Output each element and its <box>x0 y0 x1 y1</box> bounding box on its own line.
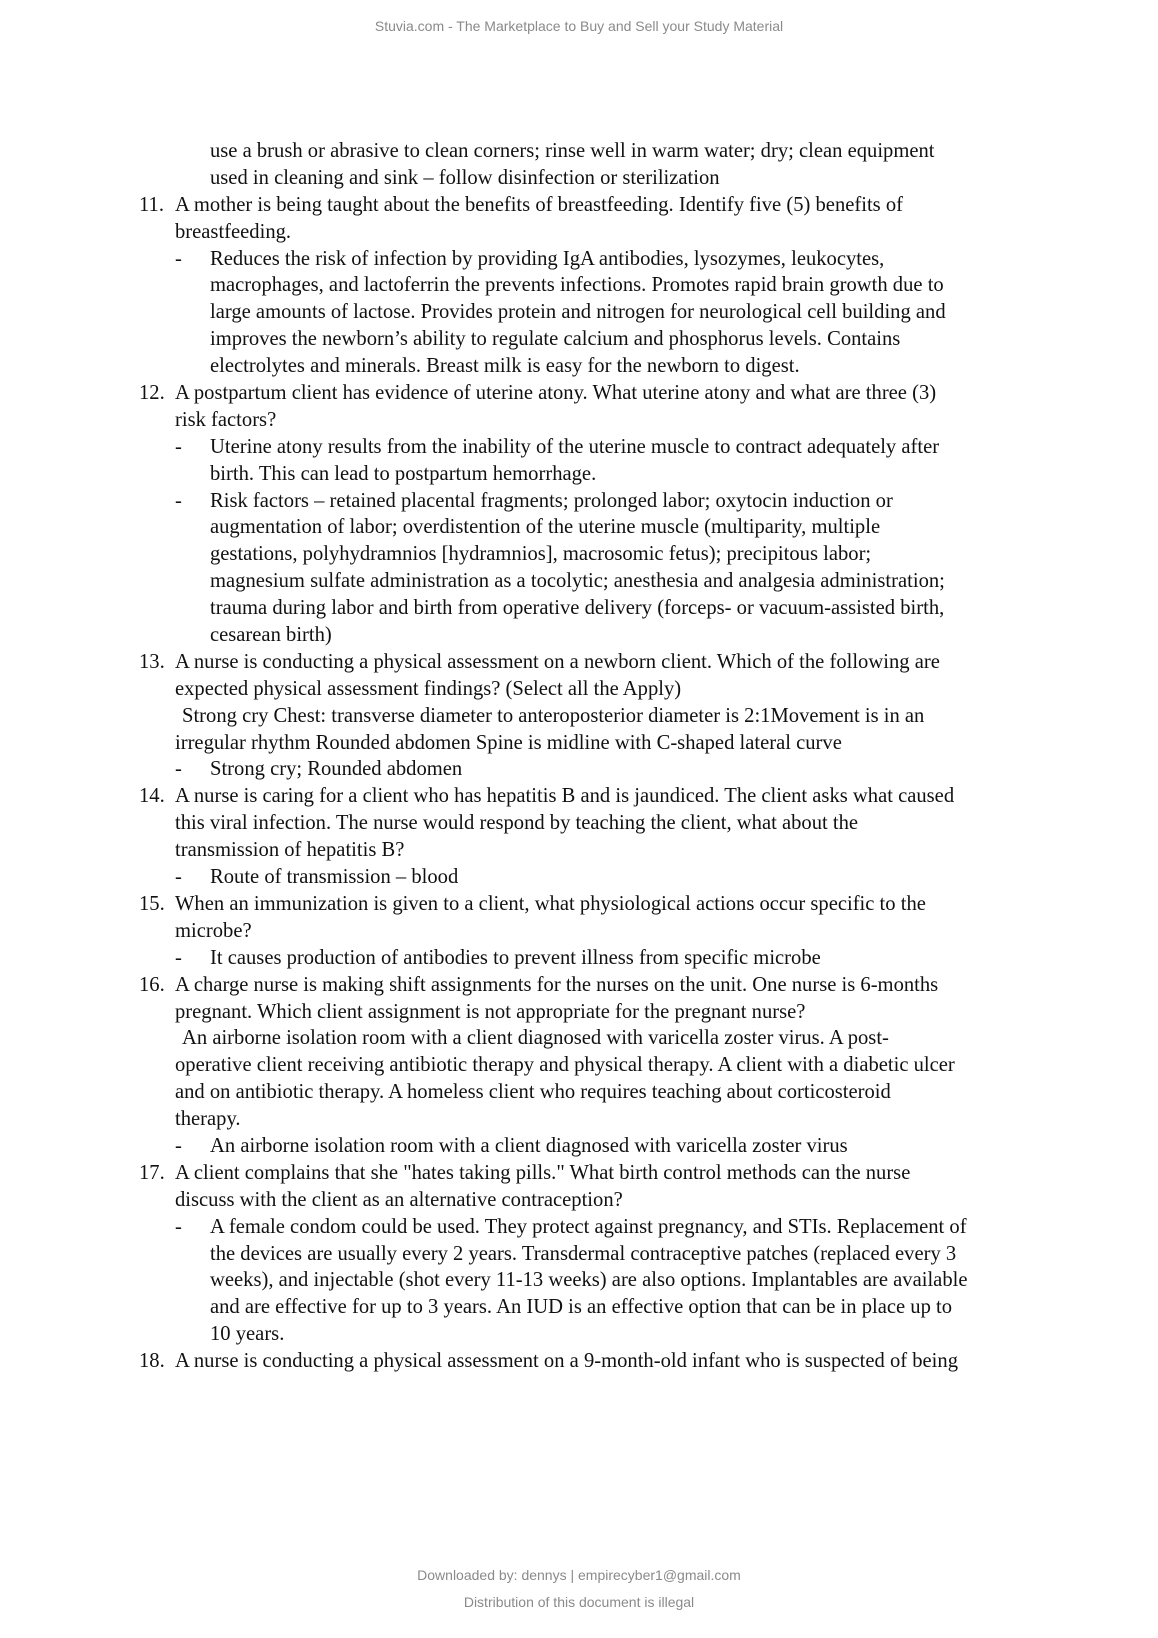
line-text: pregnant. Which client assignment is not appropriate for the pregnant nurse? <box>175 1000 806 1023</box>
line-text: A postpartum client has evidence of uterine atony. What uterine atony and what are three (3) <box>175 382 937 405</box>
question-line <box>0 1160 1158 1187</box>
line-text: improves the newborn’s ability to regulate calcium and phosphorus levels. Contains <box>210 328 901 351</box>
answer-line <box>0 945 1158 972</box>
answer-line <box>0 1214 1158 1241</box>
question-line <box>0 1348 1158 1375</box>
question-line <box>0 918 1158 945</box>
line-text: irregular rhythm Rounded abdomen Spine is midline with C-shaped lateral curve <box>175 731 842 754</box>
bullet-dash: - <box>175 758 182 781</box>
bullet-dash: - <box>175 247 182 270</box>
line-text: augmentation of labor; overdistention of the uterine muscle (multiparity, multiple <box>210 516 881 539</box>
line-text: A nurse is caring for a client who has hepatitis B and is jaundiced. The client asks what caused <box>175 785 955 808</box>
answer-line <box>0 514 1158 541</box>
line-text: large amounts of lactose. Provides protein and nitrogen for neurological cell building and <box>210 301 946 324</box>
answer-line <box>0 1267 1158 1294</box>
line-text: the devices are usually every 2 years. Transdermal contraceptive patches (replaced every 3 <box>210 1242 957 1265</box>
answer-line <box>0 434 1158 461</box>
line-text: birth. This can lead to postpartum hemorrhage. <box>210 462 597 485</box>
question-line <box>0 380 1158 407</box>
answer-line <box>0 1294 1158 1321</box>
question-number: 15. <box>139 892 165 915</box>
answer-line <box>0 461 1158 488</box>
answer-line <box>0 1133 1158 1160</box>
bullet-dash: - <box>175 946 182 969</box>
answer-line <box>0 541 1158 568</box>
question-line <box>0 783 1158 810</box>
question-line <box>0 1187 1158 1214</box>
line-text: operative client receiving antibiotic therapy and physical therapy. A client with a diabetic ulcer <box>175 1054 955 1077</box>
watermark-header: Stuvia.com - The Marketplace to Buy and Sell your Study Material <box>374 18 784 34</box>
line-text: An airborne isolation room with a client diagnosed with varicella zoster virus <box>210 1134 848 1157</box>
line-text: gestations, polyhydramnios [hydramnios], macrosomic fetus); precipitous labor; <box>210 543 872 566</box>
answer-line <box>0 138 1158 165</box>
answer-line <box>0 326 1158 353</box>
question-line <box>0 891 1158 918</box>
line-text: A nurse is conducting a physical assessment on a newborn client. Which of the following are <box>175 650 940 673</box>
answer-line <box>0 864 1158 891</box>
line-text: Strong cry; Rounded abdomen <box>210 758 463 781</box>
line-text: An airborne isolation room with a client diagnosed with varicella zoster virus. A post- <box>182 1027 889 1050</box>
line-text: breastfeeding. <box>175 220 292 243</box>
line-text: and are effective for up to 3 years. An IUD is an effective option that can be in place up to <box>210 1296 953 1319</box>
line-text: cesarean birth) <box>210 624 332 647</box>
options-line <box>0 730 1158 757</box>
line-text: When an immunization is given to a client, what physiological actions occur specific to the <box>175 892 926 915</box>
answer-line <box>0 1241 1158 1268</box>
question-line <box>0 192 1158 219</box>
line-text: A mother is being taught about the benefits of breastfeeding. Identify five (5) benefits of <box>175 193 904 216</box>
line-text: risk factors? <box>175 408 277 431</box>
line-text: discuss with the client as an alternative contraception? <box>175 1188 623 1211</box>
line-text: Risk factors – retained placental fragments; prolonged labor; oxytocin induction or <box>210 489 893 512</box>
download-info: Downloaded by: dennys | empirecyber1@gmail.com <box>417 1567 741 1583</box>
bullet-dash: - <box>175 489 182 512</box>
answer-line <box>0 353 1158 380</box>
line-text: A charge nurse is making shift assignments for the nurses on the unit. One nurse is 6-months <box>175 973 939 996</box>
options-line <box>0 1106 1158 1133</box>
answer-line <box>0 595 1158 622</box>
line-text: Route of transmission – blood <box>210 866 459 889</box>
line-text: weeks), and injectable (shot every 11-13 weeks) are also options. Implantables are available <box>210 1269 968 1292</box>
line-text: expected physical assessment findings? (Select all the Apply) <box>175 677 682 700</box>
question-number: 16. <box>139 973 165 996</box>
options-line <box>0 1025 1158 1052</box>
line-text: and on antibiotic therapy. A homeless client who requires teaching about corticosteroid <box>175 1081 891 1104</box>
question-line <box>0 407 1158 434</box>
line-text: magnesium sulfate administration as a tocolytic; anesthesia and analgesia administration; <box>210 570 945 593</box>
line-text: electrolytes and minerals. Breast milk is easy for the newborn to digest. <box>210 355 800 378</box>
question-number: 12. <box>139 382 165 405</box>
question-line <box>0 219 1158 246</box>
line-text: trauma during labor and birth from operative delivery (forceps- or vacuum-assisted birth, <box>210 597 945 620</box>
answer-line <box>0 165 1158 192</box>
line-text: A client complains that she "hates taking pills." What birth control methods can the nurse <box>175 1161 911 1184</box>
answer-line <box>0 272 1158 299</box>
answer-line <box>0 246 1158 273</box>
question-number: 13. <box>139 650 165 673</box>
question-line <box>0 676 1158 703</box>
bullet-dash: - <box>175 435 182 458</box>
line-text: therapy. <box>175 1108 241 1131</box>
line-text: microbe? <box>175 919 252 942</box>
answer-line <box>0 488 1158 515</box>
line-text: Uterine atony results from the inability of the uterine muscle to contract adequately after <box>210 435 940 458</box>
line-text: A nurse is conducting a physical assessment on a 9-month-old infant who is suspected of being <box>175 1350 958 1373</box>
line-text: 10 years. <box>210 1323 285 1346</box>
line-text: Reduces the risk of infection by providing IgA antibodies, lysozymes, leukocytes, <box>210 247 885 270</box>
options-line <box>0 1052 1158 1079</box>
line-text: A female condom could be used. They protect against pregnancy, and STIs. Replacement of <box>210 1215 967 1238</box>
line-text: It causes production of antibodies to prevent illness from specific microbe <box>210 946 821 969</box>
question-line <box>0 837 1158 864</box>
question-line <box>0 972 1158 999</box>
question-number: 17. <box>139 1161 165 1184</box>
question-number: 11. <box>139 193 164 216</box>
answer-line <box>0 756 1158 783</box>
answer-line <box>0 1321 1158 1348</box>
answer-line <box>0 568 1158 595</box>
line-text: use a brush or abrasive to clean corners; rinse well in warm water; dry; clean equipment <box>210 140 935 162</box>
line-text: Strong cry Chest: transverse diameter to anteroposterior diameter is 2:1Movement is in an <box>182 704 925 727</box>
answer-line <box>0 299 1158 326</box>
options-line <box>0 703 1158 730</box>
bullet-dash: - <box>175 1215 182 1238</box>
line-text: used in cleaning and sink – follow disinfection or sterilization <box>210 166 720 189</box>
options-line <box>0 1079 1158 1106</box>
bullet-dash: - <box>175 866 182 889</box>
question-line <box>0 810 1158 837</box>
question-line <box>0 999 1158 1026</box>
line-text: macrophages, and lactoferrin the prevents infections. Promotes rapid brain growth due to <box>210 274 944 297</box>
line-text: this viral infection. The nurse would respond by teaching the client, what about the <box>175 812 859 835</box>
answer-line <box>0 622 1158 649</box>
question-line <box>0 649 1158 676</box>
distribution-notice: Distribution of this document is illegal <box>463 1594 695 1610</box>
question-number: 14. <box>139 785 165 808</box>
question-number: 18. <box>139 1350 165 1373</box>
bullet-dash: - <box>175 1134 182 1157</box>
document-body <box>0 138 1158 1375</box>
line-text: transmission of hepatitis B? <box>175 839 405 862</box>
